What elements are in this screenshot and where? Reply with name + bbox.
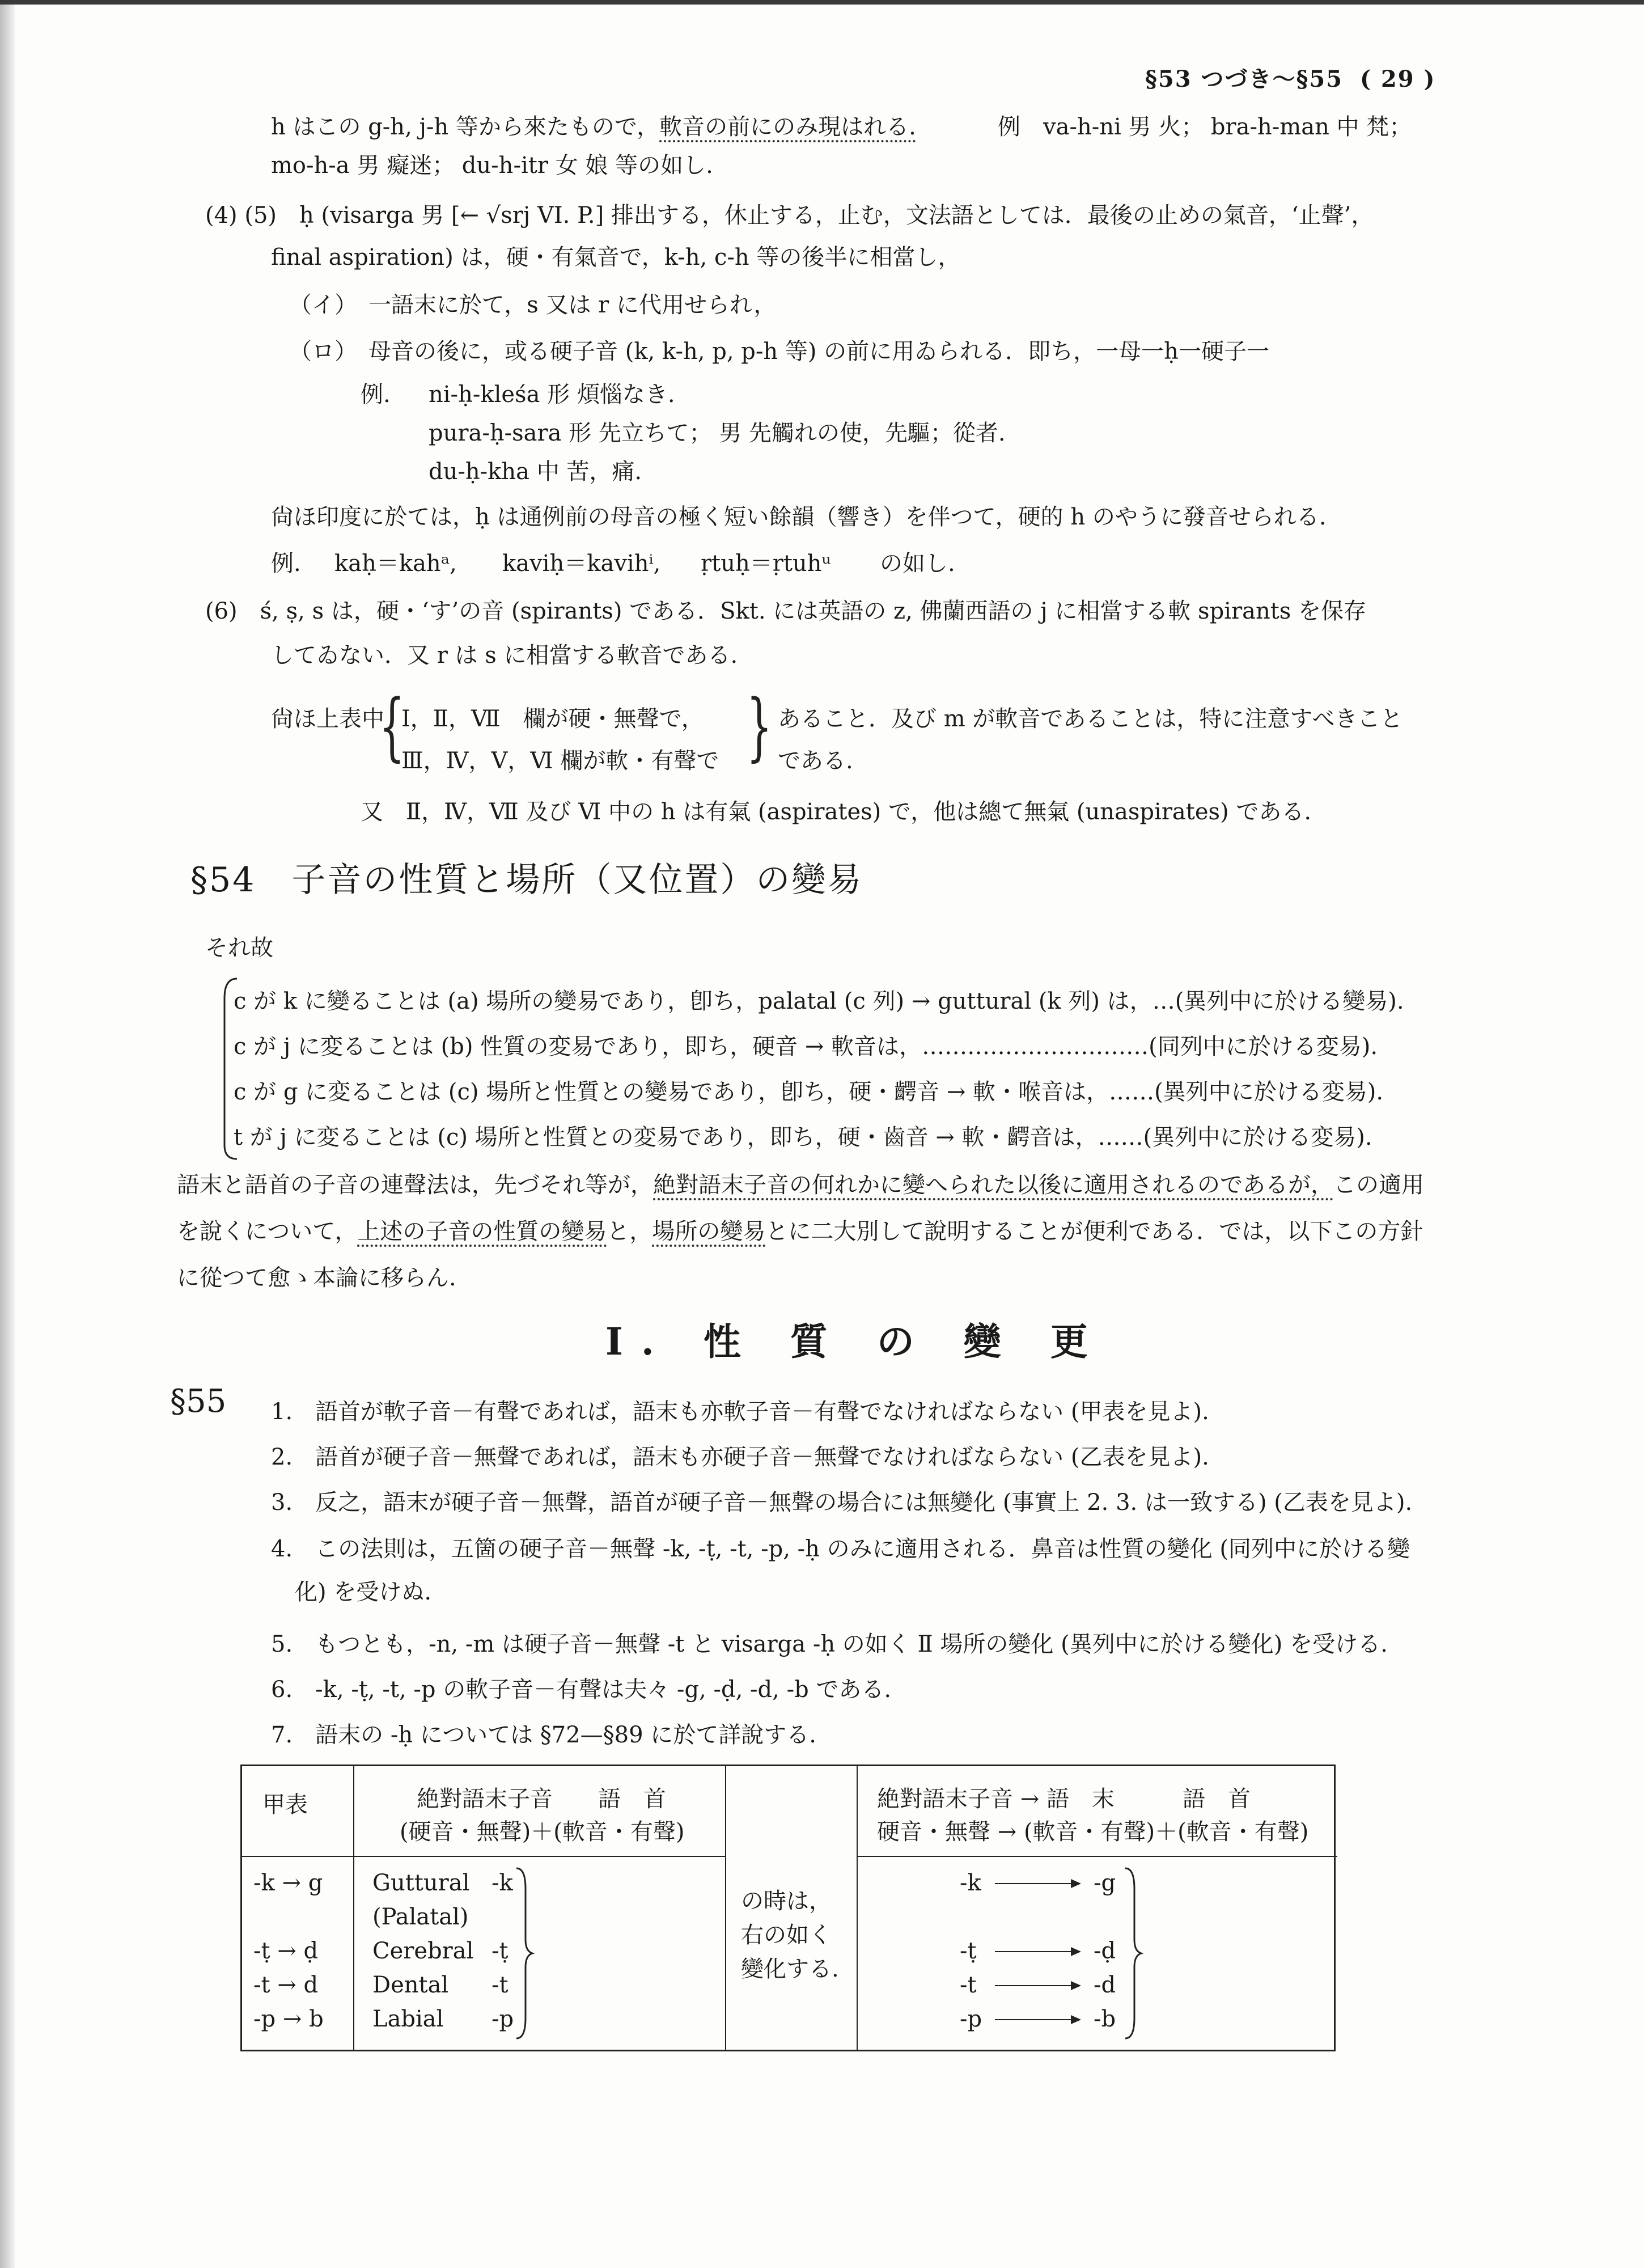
section-range: §53 つづき～§55 <box>1145 66 1344 92</box>
sec55-item-2: 2. 語首が硬子音－無聲であれば，語末も亦硬子音－無聲でなければならない (乙表を見よ). <box>271 1444 1209 1470</box>
table-header-4a: 絶對語末子音 → 語 末 語 首 <box>877 1786 1251 1812</box>
sec53-line-8-label: 例. <box>271 551 301 577</box>
sec53-line-7: 尙ほ印度に於ては，ḥ は通例前の母音の極く短い餘韻（響き）を伴つて，硬的 h のやうに發音せられる. <box>271 504 1327 530</box>
sec53-example-2: pura-ḥ-sara 形 先立ちて； 男 先觸れの使，先驅；從者. <box>429 420 1006 446</box>
table-header-2a: 絶對語末子音 語 首 <box>417 1786 666 1812</box>
table-col2-val: -k <box>491 1870 513 1896</box>
table-divider <box>857 1766 858 2050</box>
table-divider <box>353 1766 354 2050</box>
table-col1-row: -ṭ → ḍ <box>253 1938 319 1964</box>
sec53-line-10: してゐない．又 r は s に相當する軟音である. <box>271 642 738 668</box>
table-col4-left: -t <box>960 1972 977 1998</box>
sec54-p2c: と， <box>607 1218 652 1245</box>
sec54-p1a: 語末と語首の子音の連聲法は，先づそれ等が， <box>177 1172 653 1198</box>
sec54-lead: それ故 <box>205 935 273 961</box>
table-col4-right: -d <box>1094 1972 1116 1998</box>
sec54-row-4: t が j に変ることは (c) 場所と性質との変易であり，即ち，硬・齒音 → 軟・齶音は，……(異列中に於ける変易). <box>234 1124 1372 1150</box>
sec53-line-8-b: kaviḥ＝kavihⁱ, <box>502 551 661 577</box>
table-col1-row: -t → d <box>253 1972 319 1998</box>
table-col2-name: Dental <box>372 1972 449 1998</box>
table-col2-name: Labial <box>372 2006 444 2032</box>
sec54-para-line-2 <box>177 1216 1423 1247</box>
sec54-p2e: とに二大別して說明することが便利である．では，以下この方針 <box>765 1218 1423 1245</box>
sec53-line-8-c: ṛtuḥ＝ṛtuhᵘ <box>701 551 831 577</box>
ko-table <box>240 1765 1336 2051</box>
brace-path <box>516 1868 532 2038</box>
sec53-line-11-b: Ⅲ，Ⅳ，V，Ⅵ 欄が軟・有聲で <box>401 748 719 774</box>
sec55-item-1: 1. 語首が軟子音－有聲であれば，語末も亦軟子音－有聲でなければならない (甲表を見よ). <box>271 1399 1209 1425</box>
arrow-right-icon <box>995 2019 1080 2020</box>
sec54-title: §54 子音の性質と場所（又位置）の變易 <box>190 860 863 900</box>
sec54-p2d-emph: 場所の變易 <box>652 1218 766 1245</box>
sec55-item-4-cont: 化) を受けぬ. <box>295 1579 432 1605</box>
table-col2-val: -t <box>491 1972 509 1998</box>
table-col2-name: Cerebral <box>372 1938 474 1964</box>
table-header-2b: (硬音・無聲)＋(軟音・有聲) <box>400 1819 685 1845</box>
right-brace-icon: } <box>746 683 773 769</box>
sec53-line-5: （イ） 一語末に於て，s 又は r に代用せられ， <box>289 292 777 318</box>
sec53-line-11-a: I，Ⅱ，Ⅶ 欄が硬・無聲で， <box>401 706 704 732</box>
sec54-row-3: c が g に変ることは (c) 場所と性質との變易であり，卽ち，硬・齶音 → 軟・喉音は，……(異列中に於ける変易). <box>234 1079 1384 1105</box>
table-col2-val: -ṭ <box>491 1938 509 1964</box>
sec53-line-3: (4) (5) ḥ (visarga 男 [← √srj VI. P.] 排出する，休止する，止む，文法語としては．最後の止めの氣音，‘止聲’， <box>205 202 1374 229</box>
sec53-line-9: (6) ś, ṣ, s は，硬・‘す’の音 (spirants) である．Skt. には英語の z, 佛蘭西語の j に相當する軟 spirants を保存 <box>205 598 1367 624</box>
arrow-right-icon <box>995 1951 1080 1952</box>
table-col4-right: -g <box>1094 1870 1116 1896</box>
scan-edge-shadow <box>0 0 15 2268</box>
sec55-label: §55 <box>170 1383 227 1420</box>
table-brace-icon <box>513 1866 536 2042</box>
page-number: ( 29 ) <box>1360 66 1436 92</box>
table-col4-right: -b <box>1094 2006 1116 2032</box>
table-label: 甲表 <box>262 1792 308 1818</box>
sec53-l1b-emph: 軟音の前にのみ現はれる. <box>659 114 916 140</box>
table-mid-line: 右の如く <box>741 1922 832 1948</box>
sec53-line-11-lead: 尙ほ上表中 <box>271 706 384 732</box>
sec53-line-11-d: である. <box>778 748 853 774</box>
table-col1-row: -k → g <box>253 1870 323 1896</box>
sec53-line-8-d: の如し. <box>880 551 955 577</box>
arrow-right-icon <box>995 1883 1080 1884</box>
sec53-line-4: final aspiration) は，硬・有氣音で，k-h, c-h 等の後半に相當し， <box>271 244 961 270</box>
sec55-item-6: 6. -k, -ṭ, -t, -p の軟子音－有聲は夫々 -g, -ḍ, -d, -b である. <box>271 1677 892 1703</box>
sec53-line-1 <box>271 111 916 143</box>
sec53-line-11-c: あること．及び m が軟音であることは，特に注意すべきこと <box>778 706 1403 732</box>
sec53-line-6: （ロ） 母音の後に，或る硬子音 (k, k-h, p, p-h 等) の前に用ゐられる．即ち，一母一ḥ一硬子一 <box>289 338 1269 365</box>
sec55-item-7: 7. 語末の -ḥ については §72—§89 に於て詳說する. <box>271 1722 817 1748</box>
table-col2-name: (Palatal) <box>372 1904 469 1930</box>
table-col2-val: -p <box>491 2006 514 2032</box>
left-brace-icon: { <box>379 683 405 769</box>
sec54-p2a: を說くについて， <box>177 1218 358 1245</box>
table-brace-icon <box>1122 1866 1145 2042</box>
sec53-line-12: 又 Ⅱ，Ⅳ，Ⅶ 及び Ⅵ 中の h は有氣 (aspirates) で，他は總て無氣 (unaspirates) である. <box>361 799 1312 825</box>
arrow-right-icon <box>995 1985 1080 1986</box>
table-col4-left: -ṭ <box>960 1938 977 1964</box>
table-mid-line: 變化する. <box>741 1956 839 1982</box>
table-header-rule <box>242 1856 725 1857</box>
section-subtitle: I. 性 質 の 變 更 <box>605 1319 1106 1364</box>
table-header-rule <box>857 1856 1337 1857</box>
brace-path <box>1125 1868 1141 2038</box>
sec54-para-line-1 <box>177 1169 1424 1201</box>
top-edge-line <box>0 0 1644 5</box>
sec53-example-1: ni-ḥ-kleśa 形 煩惱なき. <box>429 382 675 408</box>
table-mid-line: の時は， <box>741 1888 832 1914</box>
sec55-item-4: 4. この法則は，五箇の硬子音－無聲 -k, -ṭ, -t, -p, -ḥ のみに適用される．鼻音は性質の變化 (同列中に於ける變 <box>271 1536 1410 1562</box>
sec54-p2b-emph: 上述の子音の性質の變易 <box>357 1218 607 1245</box>
sec55-item-3: 3. 反之，語末が硬子音－無聲，語首が硬子音－無聲の場合には無變化 (事實上 2. 3. は一致する) (乙表を見よ). <box>271 1490 1413 1516</box>
sec55-item-5: 5. もつとも，-n, -m は硬子音－無聲 -t と visarga -ḥ の如く Ⅱ 場所の變化 (異列中に於ける變化) を受ける. <box>271 1631 1388 1657</box>
sec53-example-3: du-ḥ-kha 中 苦，痛. <box>429 459 642 485</box>
sec53-l1a: h はこの g-h, j-h 等から來たもので， <box>271 114 660 140</box>
table-divider <box>725 1766 726 2050</box>
sec53-line-8-a: kaḥ＝kahᵃ, <box>334 551 457 577</box>
sec53-example-label: 例. <box>361 382 391 408</box>
table-col2-name: Guttural <box>372 1870 470 1896</box>
table-header-4b: 硬音・無聲 → (軟音・有聲)＋(軟音・有聲) <box>877 1819 1309 1845</box>
sec54-row-2: c が j に変ることは (b) 性質の変易であり，即ち，硬音 → 軟音は，…………………………(同列中に於ける変易). <box>234 1034 1378 1060</box>
running-header <box>1145 64 1435 95</box>
table-col4-left: -p <box>960 2006 982 2032</box>
table-col4-left: -k <box>960 1870 981 1896</box>
sec53-line-1-example: 例 va-h-ni 男 火； bra-h-man 中 梵； <box>998 114 1412 140</box>
sec53-line-2: mo-h-a 男 癡迷； du-h-itr 女 娘 等の如し. <box>271 153 713 179</box>
table-col1-row: -p → b <box>253 2006 324 2032</box>
sec54-row-1: c が k に變ることは (a) 場所の變易であり，卽ち，palatal (c 列) → guttural (k 列) は，…(異列中に於ける變易). <box>234 988 1404 1014</box>
sec54-p1c: この適用 <box>1333 1172 1424 1198</box>
table-col4-right: -ḍ <box>1094 1938 1116 1964</box>
sec54-p1b-emph: 絶對語末子音の何れかに變へられた以後に適用されるのであるが， <box>653 1172 1333 1198</box>
sec54-para-line-3: に從つて愈ゝ本論に移らん. <box>177 1265 456 1291</box>
